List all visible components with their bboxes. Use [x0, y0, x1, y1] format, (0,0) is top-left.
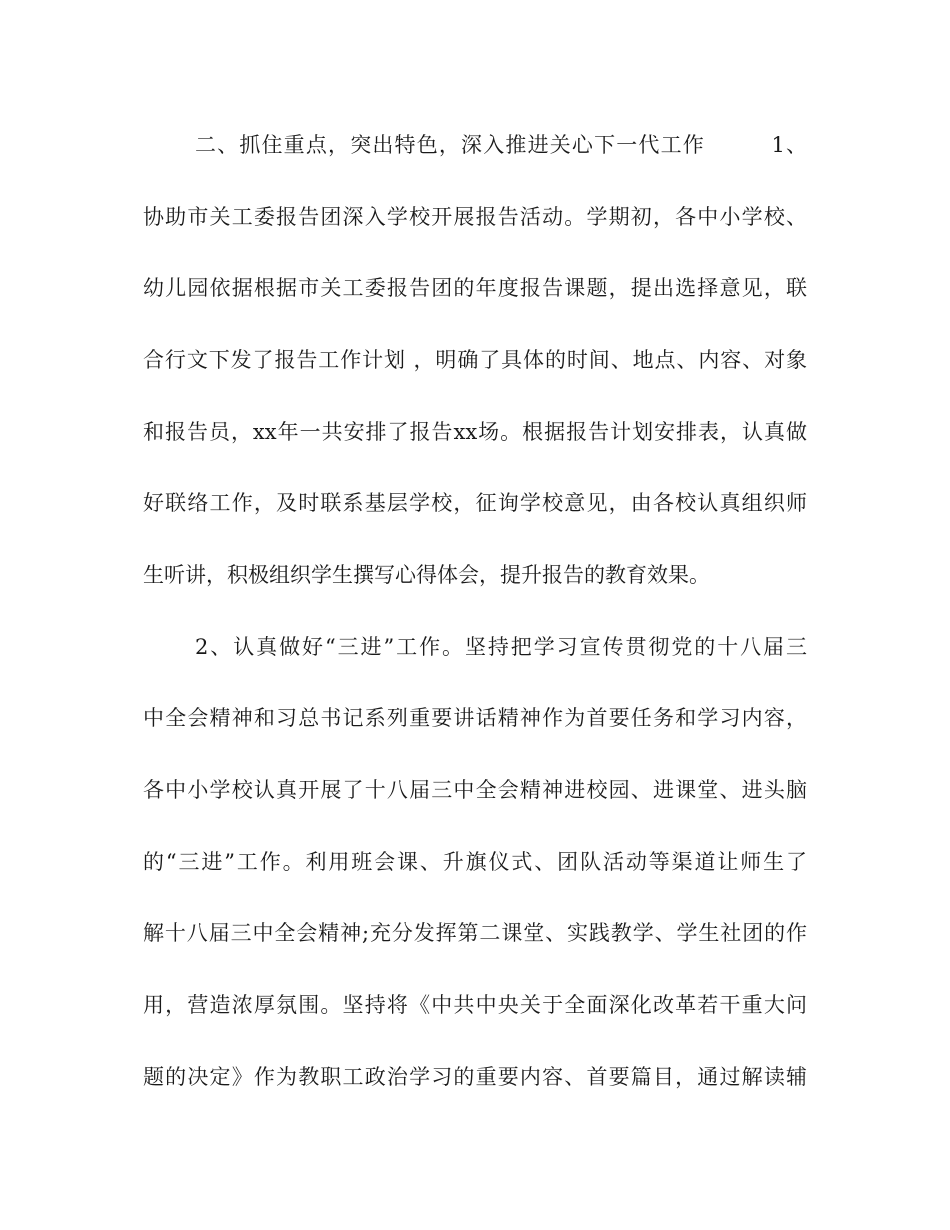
paragraph-line: 协助市关工委报告团深入学校开展报告活动。学期初，各中小学校、 [143, 205, 807, 229]
paragraph-line: 生听讲，积极组织学生撰写心得体会，提升报告的教育效果。 [143, 563, 710, 587]
paragraph-line: 用，营造浓厚氛围。坚持将《中共中央关于全面深化改革若干重大问 [143, 993, 807, 1017]
paragraph-line: 各中小学校认真开展了十八届三中全会精神进校园、进课堂、进头脑 [143, 778, 807, 802]
paragraph-line: 好联络工作，及时联系基层学校，征询学校意见，由各校认真组织师 [143, 491, 807, 515]
paragraph-line: 二、抓住重点，突出特色，深入推进关心下一代工作 1、 [195, 133, 807, 157]
paragraph-line: 题的决定》作为教职工政治学习的重要内容、首要篇目，通过解读辅 [143, 1065, 807, 1089]
paragraph-line: 合行文下发了报告工作计划 ，明确了具体的时间、地点、内容、对象 [143, 348, 807, 372]
paragraph-line: 的“三进”工作。利用班会课、升旗仪式、团队活动等渠道让师生了 [143, 850, 807, 874]
paragraph-line: 2、认真做好“三进”工作。坚持把学习宣传贯彻党的十八届三 [195, 635, 807, 659]
paragraph-line: 解十八届三中全会精神;充分发挥第二课堂、实践教学、学生社团的作 [143, 921, 807, 945]
paragraph-line: 中全会精神和习总书记系列重要讲话精神作为首要任务和学习内容， [143, 706, 807, 730]
paragraph-line: 幼儿园依据根据市关工委报告团的年度报告课题，提出选择意见，联 [143, 276, 807, 300]
paragraph-line: 和报告员，xx年一共安排了报告xx场。根据报告计划安排表，认真做 [143, 420, 807, 444]
